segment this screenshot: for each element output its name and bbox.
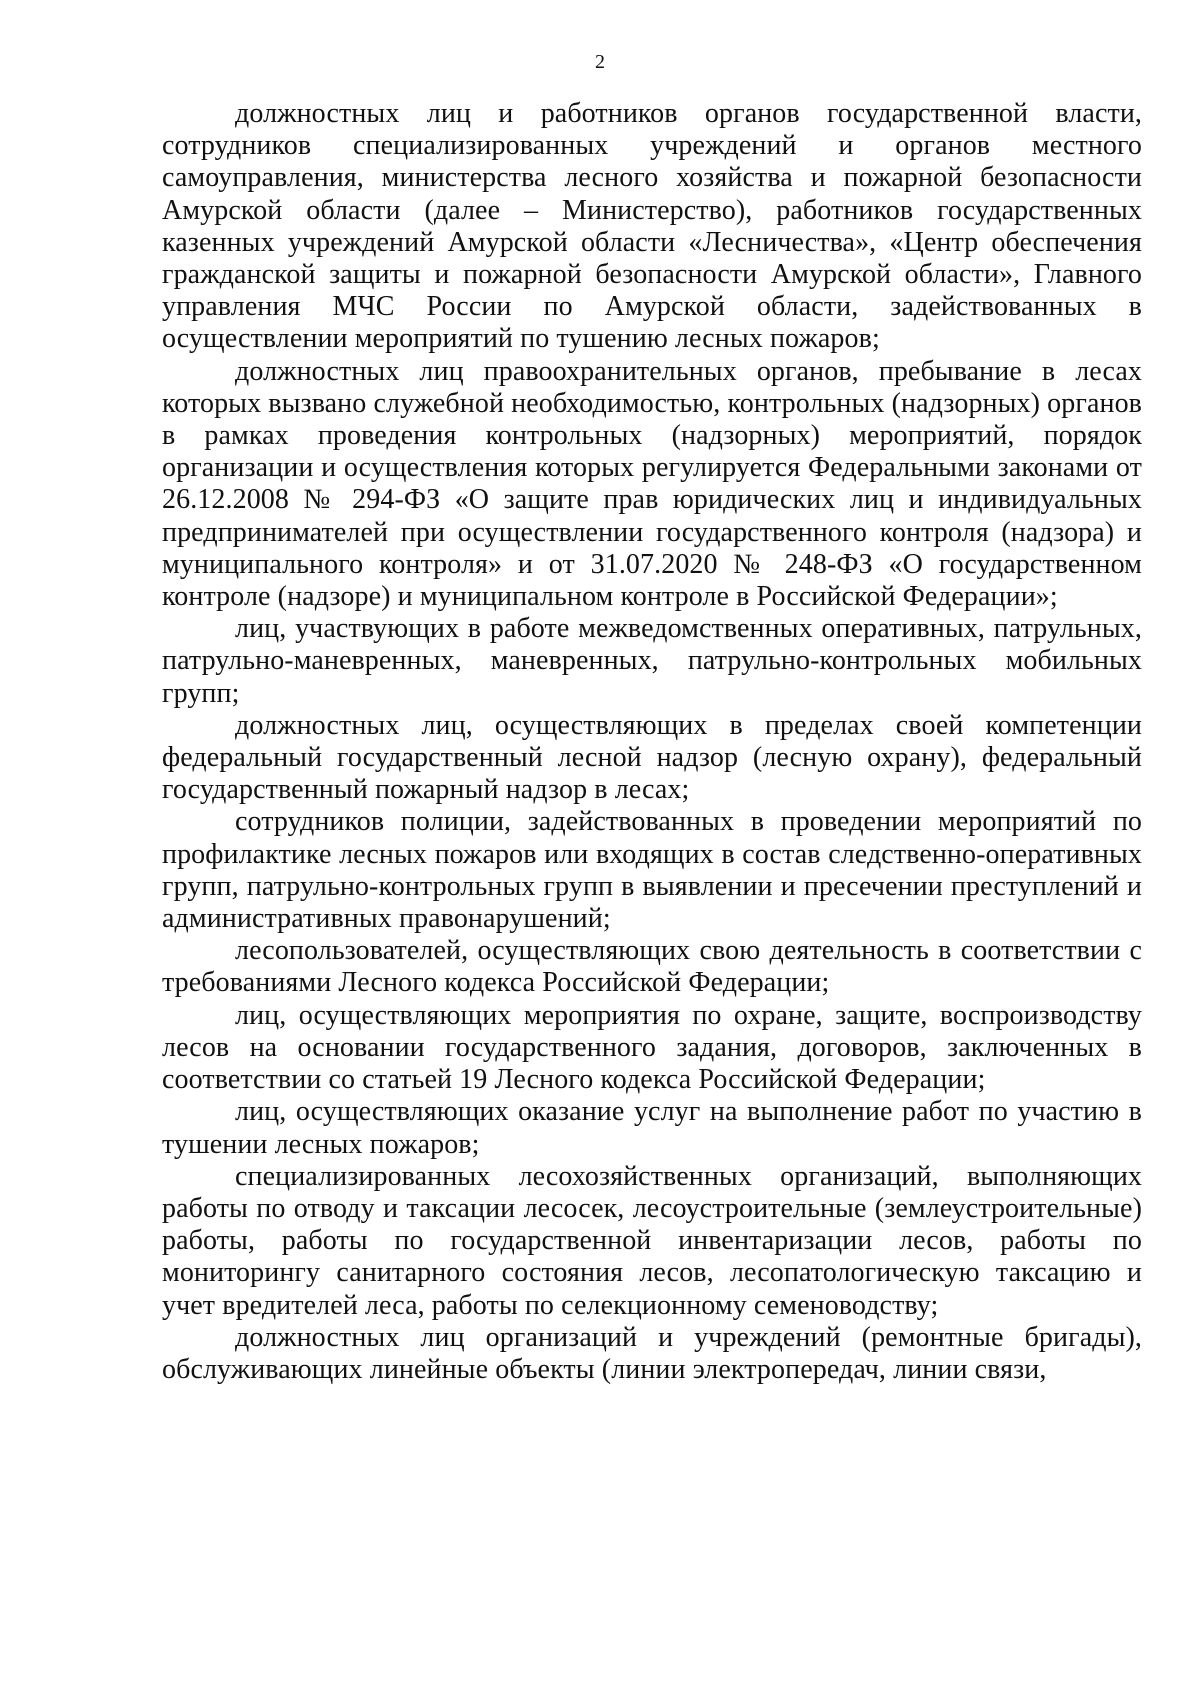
paragraph-law-enforcement: должностных лиц правоохранительных органов, пребывание в лесах которых вызвано служебной необходимостью, контрольных (надзорных) органов в рамках проведения контрольных (надзорных) мероприятий, порядок организации и осуществления которых регулируется Федеральными законами от 26.12.2008 № 294-ФЗ «О защите прав юридических лиц и индивидуальных предпринимателей при осуществлении государственного контроля (надзора) и муниципального контроля» и от 31.07.2020 № 248-ФЗ «О государственном контроле (надзоре) и муниципальном контроле в Российской Федерации»; xyxy=(162,355,1142,613)
paragraph-forest-users: лесопользователей, осуществляющих свою деятельность в соответствии с требованиями Лесного кодекса Российской Федерации; xyxy=(162,935,1142,999)
paragraph-officials-government: должностных лиц и работников органов государственной власти, сотрудников специализированных учреждений и органов местного самоуправления, министерства лесного хозяйства и пожарной безопасности Амурской области (далее – Министерство), работников государственных казенных учреждений Амурской области «Лесничества», «Центр обеспечения гражданской защиты и пожарной безопасности Амурской области», Главного управления МЧС России по Амурской области, задействованных в осуществлении мероприятий по тушению лесных пожаров; xyxy=(162,98,1142,355)
paragraph-police: сотрудников полиции, задействованных в проведении мероприятий по профилактике лесных пожаров или входящих в состав следственно-оперативных групп, патрульно-контрольных групп в выявлении и пресечении преступлений и административных правонарушений; xyxy=(162,806,1142,935)
document-body xyxy=(162,98,1142,1386)
paragraph-forest-protection: лиц, осуществляющих мероприятия по охране, защите, воспроизводству лесов на основании государственного задания, договоров, заключенных в соответствии со статьей 19 Лесного кодекса Российской Федерации; xyxy=(162,999,1142,1096)
paragraph-repair-crews: должностных лиц организаций и учреждений (ремонтные бригады), обслуживающих линейные объекты (линии электропередач, линии связи, xyxy=(162,1321,1142,1385)
paragraph-forest-supervision: должностных лиц, осуществляющих в пределах своей компетенции федеральный государственный лесной надзор (лесную охрану), федеральный государственный пожарный надзор в лесах; xyxy=(162,709,1142,806)
paragraph-forestry-organizations: специализированных лесохозяйственных организаций, выполняющих работы по отводу и таксации лесосек, лесоустроительные (землеустроительные) работы, работы по государственной инвентаризации лесов, работы по мониторингу санитарного состояния лесов, лесопатологическую таксацию и учет вредителей леса, работы по селекционному семеноводству; xyxy=(162,1160,1142,1321)
paragraph-fire-services: лиц, осуществляющих оказание услуг на выполнение работ по участию в тушении лесных пожаров; xyxy=(162,1096,1142,1160)
paragraph-mobile-groups: лиц, участвующих в работе межведомственных оперативных, патрульных, патрульно-маневренных, маневренных, патрульно-контрольных мобильных групп; xyxy=(162,613,1142,709)
page-number: 2 xyxy=(595,51,605,73)
